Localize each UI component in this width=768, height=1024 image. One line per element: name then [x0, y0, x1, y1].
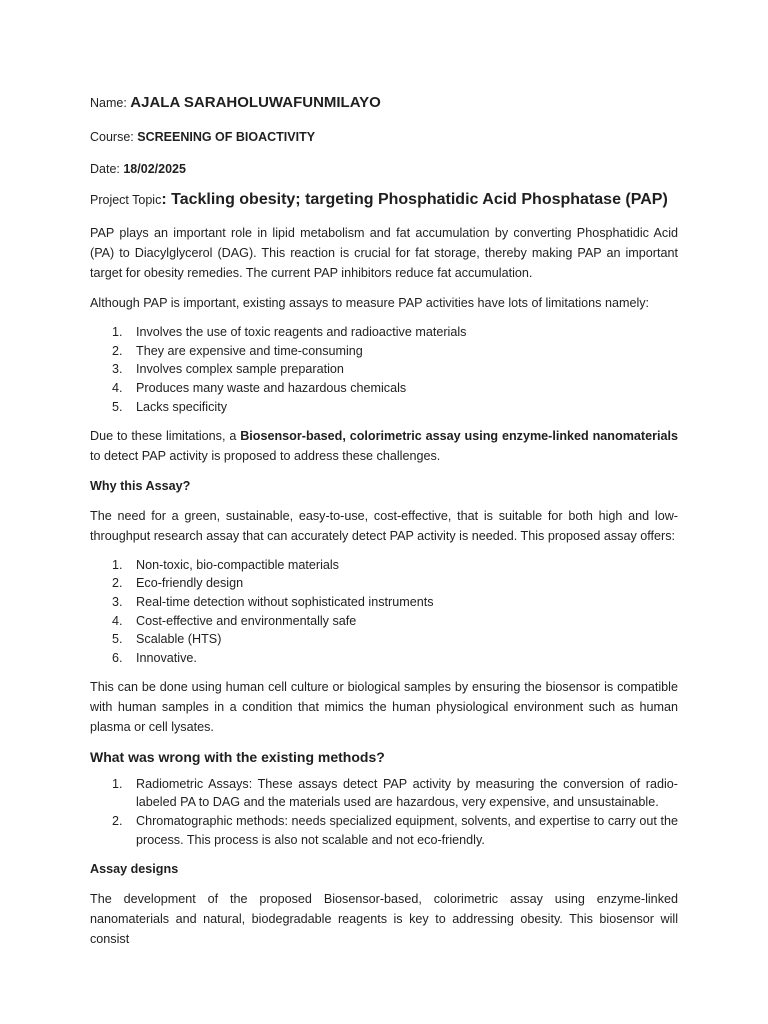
offers-list: [90, 556, 678, 668]
date-line: [90, 160, 678, 178]
proposal-paragraph: Due to these limitations, a Biosensor-based, colorimetric assay using enzyme-linked nanomaterials to detect PAP activity is proposed to address these challenges.: [90, 428, 678, 463]
course-name: SCREENING OF BIOACTIVITY: [137, 130, 316, 144]
why-heading: Why this Assay?: [90, 478, 191, 493]
project-topic: : Tackling obesity; targeting Phosphatidic Acid Phosphatase (PAP): [161, 191, 668, 208]
list-item: 5. Lacks specificity: [112, 399, 227, 414]
limitations-intro: Although PAP is important, existing assays to measure PAP activities have lots of limitations namely:: [90, 296, 650, 310]
name-line: [90, 94, 678, 112]
assay-designs-paragraph: The development of the proposed Biosensor-based, colorimetric assay using enzyme-linked nanomaterials and natural, biodegradable reagents is key to addressing obesity. This biosensor will consist: [90, 891, 678, 946]
list-item: 3. Involves complex sample preparation: [112, 362, 344, 377]
list-item: 2. Eco-friendly design: [112, 576, 244, 591]
list-item: 5. Scalable (HTS): [112, 632, 222, 647]
list-item: 1. Radiometric Assays: These assays detect PAP activity by measuring the conversion of radio-labeled PA to DAG and the materials used are hazardous, very expensive, and unsustainable.: [112, 776, 678, 810]
existing-methods-heading: What was wrong with the existing methods?: [90, 748, 385, 765]
existing-methods-list: [90, 775, 678, 850]
list-item: 1. Non-toxic, bio-compactible materials: [112, 557, 339, 572]
why-paragraph: The need for a green, sustainable, easy-to-use, cost-effective, that is suitable for both high and low-throughput research assay that can accurately detect PAP activity is needed. This proposed assay offers:: [90, 508, 678, 543]
intro-paragraph: PAP plays an important role in lipid metabolism and fat accumulation by converting Phosphatidic Acid (PA) to Diacylglycerol (DAG). This reaction is crucial for fat storage, thereby making PAP an important target for obesity remedies. The current PAP inhibitors reduce fat accumulation.: [90, 226, 678, 280]
date-value: 18/02/2025: [123, 162, 186, 176]
list-item: 2. They are expensive and time-consuming: [112, 343, 363, 358]
list-item: 6. Innovative.: [112, 651, 197, 666]
list-item: 4. Cost-effective and environmentally safe: [112, 613, 357, 628]
date-label: Date:: [90, 162, 124, 176]
name-label: Name:: [90, 96, 131, 110]
assay-designs-heading: Assay designs: [90, 861, 179, 876]
document-page: [90, 94, 678, 959]
proposal-emphasis: Biosensor-based, colorimetric assay using enzyme-linked nanomaterials: [240, 428, 678, 443]
student-name: AJALA SARAHOLUWAFUNMILAYO: [130, 94, 381, 111]
human-samples-paragraph: This can be done using human cell culture or biological samples by ensuring the biosensor is compatible with human samples in a condition that mimics the human physiological environment such as human plasma or cell lysates.: [90, 679, 678, 734]
topic-line: [90, 191, 678, 209]
list-item: 4. Produces many waste and hazardous chemicals: [112, 381, 407, 396]
course-line: [90, 128, 678, 146]
list-item: 1. Involves the use of toxic reagents and radioactive materials: [112, 325, 467, 339]
topic-label: Project Topic: [90, 193, 162, 207]
list-item: 3. Real-time detection without sophisticated instruments: [112, 594, 434, 609]
list-item: 2. Chromatographic methods: needs specialized equipment, solvents, and expertise to carry out the process. This process is also not scalable and not eco-friendly.: [112, 814, 678, 847]
limitations-list: [90, 323, 678, 417]
course-label: Course:: [90, 130, 138, 144]
